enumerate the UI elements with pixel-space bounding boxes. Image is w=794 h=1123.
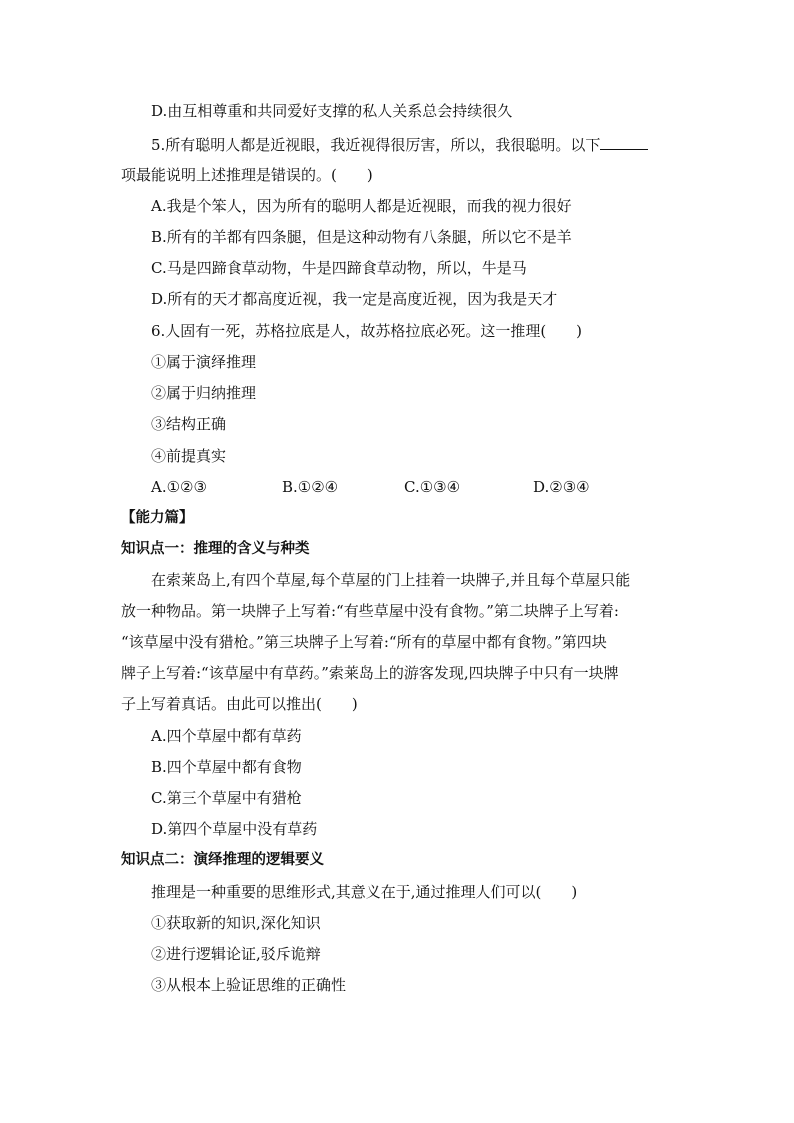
kp2-stem: 推理是一种重要的思维形式,其意义在于,通过推理人们可以( )	[151, 883, 578, 901]
kp1-para-line3: “该草屋中没有猎枪。”第三块牌子上写着:“所有的草屋中都有食物。”第四块	[121, 633, 607, 651]
q5-option-c: C.马是四蹄食草动物，牛是四蹄食草动物，所以，牛是马	[151, 259, 527, 277]
q5-answer-blank	[600, 135, 648, 150]
kp1-option-d: D.第四个草屋中没有草药	[151, 820, 318, 838]
q6-item-2: ②属于归纳推理	[151, 384, 257, 402]
q5-stem-text: 5.所有聪明人都是近视眼，我近视得很厉害，所以，我很聪明。以下	[151, 136, 601, 154]
section-heading-ability: 【能力篇】	[121, 510, 194, 526]
q6-item-3: ③结构正确	[151, 415, 227, 433]
kp1-option-c: C.第三个草屋中有猎枪	[151, 789, 302, 807]
q5-stem-line1	[151, 135, 648, 155]
kp2-title: 知识点二：演绎推理的逻辑要义	[121, 852, 324, 868]
q6-option-c: C.①③④	[404, 478, 461, 496]
q6-item-4: ④前提真实	[151, 447, 227, 465]
q6-option-d: D.②③④	[533, 478, 590, 496]
kp2-item-1: ①获取新的知识,深化知识	[151, 914, 321, 932]
kp1-option-b: B.四个草屋中都有食物	[151, 758, 302, 776]
q4-option-d: D.由互相尊重和共同爱好支撑的私人关系总会持续很久	[151, 102, 513, 120]
q6-stem: 6.人固有一死，苏格拉底是人，故苏格拉底必死。这一推理( )	[151, 322, 583, 340]
q6-option-b: B.①②④	[282, 478, 339, 496]
kp1-para-line1: 在索莱岛上,有四个草屋,每个草屋的门上挂着一块牌子,并且每个草屋只能	[151, 571, 631, 589]
kp1-para-line2: 放一种物品。第一块牌子上写着:“有些草屋中没有食物。”第二块牌子上写着:	[121, 602, 619, 620]
q5-stem-line2: 项最能说明上述推理是错误的。( )	[121, 166, 373, 184]
kp2-item-3: ③从根本上验证思维的正确性	[151, 976, 347, 994]
q5-option-a: A.我是个笨人，因为所有的聪明人都是近视眼，而我的视力很好	[151, 197, 572, 215]
kp1-option-a: A.四个草屋中都有草药	[151, 727, 302, 745]
q5-option-d: D.所有的天才都高度近视，我一定是高度近视，因为我是天才	[151, 290, 558, 308]
kp1-para-line5: 子上写着真话。由此可以推出( )	[121, 695, 358, 713]
kp2-item-2: ②进行逻辑论证,驳斥诡辩	[151, 945, 321, 963]
q6-option-a: A.①②③	[151, 478, 207, 496]
kp1-title: 知识点一：推理的含义与种类	[121, 541, 310, 557]
q6-item-1: ①属于演绎推理	[151, 353, 257, 371]
kp1-para-line4: 牌子上写着:“该草屋中有草药。”索莱岛上的游客发现,四块牌子中只有一块牌	[121, 664, 619, 682]
q5-option-b: B.所有的羊都有四条腿，但是这种动物有八条腿，所以它不是羊	[151, 228, 572, 246]
